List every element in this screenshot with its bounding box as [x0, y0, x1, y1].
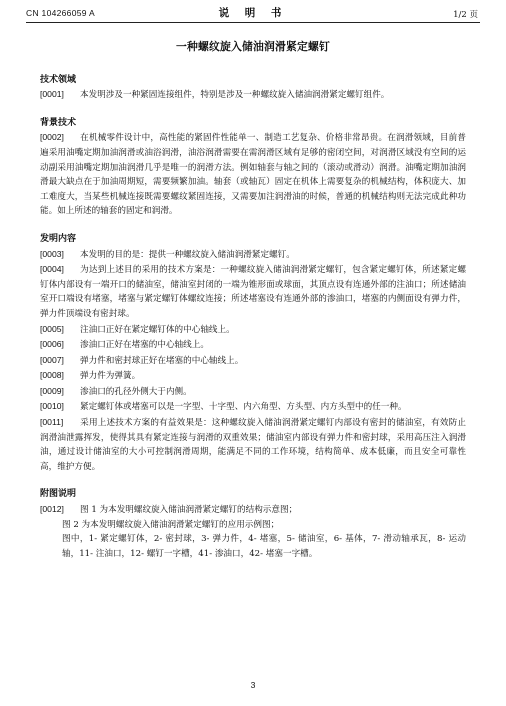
paragraph-number: [0002]	[40, 132, 64, 143]
paragraph-0007	[40, 353, 466, 369]
paragraph-number: [0011]	[40, 417, 64, 428]
paragraph-0003	[40, 247, 466, 263]
paragraph-0008	[40, 368, 466, 384]
paragraph-0012	[40, 502, 466, 518]
section-heading-drawings: 附图说明	[40, 489, 77, 500]
document-body	[40, 40, 466, 561]
paragraph-text: 渗油口的孔径外侧大于内侧。	[80, 386, 192, 397]
paragraph-text: 本发明涉及一种紧固连接组件，特别是涉及一种螺纹旋入储油润滑紧定螺钉组件。	[80, 90, 390, 101]
document-title: 一种螺纹旋入储油润滑紧定螺钉	[176, 40, 330, 53]
paragraph-number: [0007]	[40, 354, 64, 365]
paragraph-number: [0008]	[40, 370, 64, 381]
paragraph-text: 渗油口正好在堵塞的中心轴线上。	[80, 340, 209, 351]
paragraph-0009	[40, 384, 466, 400]
paragraph-0010	[40, 399, 466, 415]
paragraph-0005	[40, 322, 466, 338]
page-number: 3	[250, 680, 256, 690]
paragraph-text: 图 1 为本发明螺纹旋入储油润滑紧定螺钉的结构示意图；	[80, 505, 298, 516]
paragraph-text: 紧定螺钉体或堵塞可以是一字型、十字型、内六角型、方头型、内方头型中的任一种。	[80, 402, 407, 413]
paragraph-number: [0004]	[40, 264, 64, 275]
paragraph-0006	[40, 337, 466, 353]
paragraph-text: 注油口正好在紧定螺钉体的中心轴线上。	[80, 324, 235, 335]
paragraph-0001	[40, 87, 466, 103]
paragraph-0011	[40, 415, 466, 474]
paragraph-text: 弹力件为弹簧。	[80, 371, 141, 382]
paragraph-number: [0003]	[40, 248, 64, 259]
paragraph-text: 采用上述技术方案的有益效果是：这种螺纹旋入储油润滑紧定螺钉内部设有密封的储油室，有效防止润滑油泄露挥发，使得其具有紧定连接与润滑的双重效果；储油室内部设有弹力件和密封球，采用高压注入润滑油，通过设计储油室的大小可控制润滑周期，能满足不同的工作环境，结构简单、成本低廉，而且安全可靠性高，维护方便。	[40, 418, 466, 472]
paragraph-number: [0010]	[40, 401, 64, 412]
document-type: 说 明 书	[218, 7, 288, 19]
publication-number: CN 104266059 A	[26, 8, 95, 18]
paragraph-number: [0006]	[40, 339, 64, 350]
paragraph-text: 在机械零件设计中，高性能的紧固件性能单一、制造工艺复杂、价格非常昂贵。在润滑领域，目前普遍采用油嘴定期加油润滑或油浴润滑，油浴润滑需要在需润滑区域有足够的密闭空间，对润滑区域没有空间的运动副采用油嘴定期加油润滑几乎是唯一的润滑方法。例如轴套与轴之间的（滚动或滑动）润滑。油嘴定期加油润滑最大缺点在于加油周期短，需要频繁加油。轴套（或轴瓦）固定在机体上需要复杂的机械结构，体积庞大、加工难度大，当某些机械连接既需要螺纹紧固连接，又需要加注润滑油的时候，普通的机械结构则无法完成此种功能。如上所述的轴套的固定和润滑。	[40, 133, 466, 217]
page-indicator: 1/2 页	[453, 10, 478, 20]
section-heading-background: 背景技术	[40, 117, 77, 128]
drawing-line-fig2: 图 2 为本发明螺纹旋入储油润滑紧定螺钉的应用示例图；	[62, 519, 280, 530]
paragraph-text: 为达到上述目的采用的技术方案是：一种螺纹旋入储油润滑紧定螺钉，包含紧定螺钉体，所述紧定螺钉体内部设有一端开口的储油室，储油室封闭的一端为锥形面或球面，其顶点设有连通外部的注油口；所述储油室开口端设有堵塞，堵塞与紧定螺钉体螺纹连接；所述堵塞设有连通外部的渗油口，堵塞的内侧面设有弹力件，弹力件顶端设有密封球。	[40, 265, 466, 319]
paragraph-0004	[40, 262, 466, 321]
section-heading-tech-field: 技术领域	[40, 74, 77, 85]
paragraph-number: [0005]	[40, 323, 64, 334]
paragraph-number: [0001]	[40, 89, 64, 100]
paragraph-number: [0012]	[40, 504, 64, 515]
paragraph-0002	[40, 130, 466, 219]
page-header	[26, 2, 480, 23]
drawing-legend: 图中，1- 紧定螺钉体，2- 密封球，3- 弹力件，4- 堵塞，5- 储油室，6- 基体，7- 滑动轴承瓦，8- 运动轴，11- 注油口，12- 螺钉一字槽，41- 渗油口，42- 堵塞一字槽。	[62, 534, 466, 559]
paragraph-text: 本发明的目的是：提供一种螺纹旋入储油润滑紧定螺钉。	[80, 249, 295, 260]
paragraph-number: [0009]	[40, 385, 64, 396]
section-heading-summary: 发明内容	[40, 233, 77, 244]
paragraph-text: 弹力件和密封球正好在堵塞的中心轴线上。	[80, 355, 244, 366]
